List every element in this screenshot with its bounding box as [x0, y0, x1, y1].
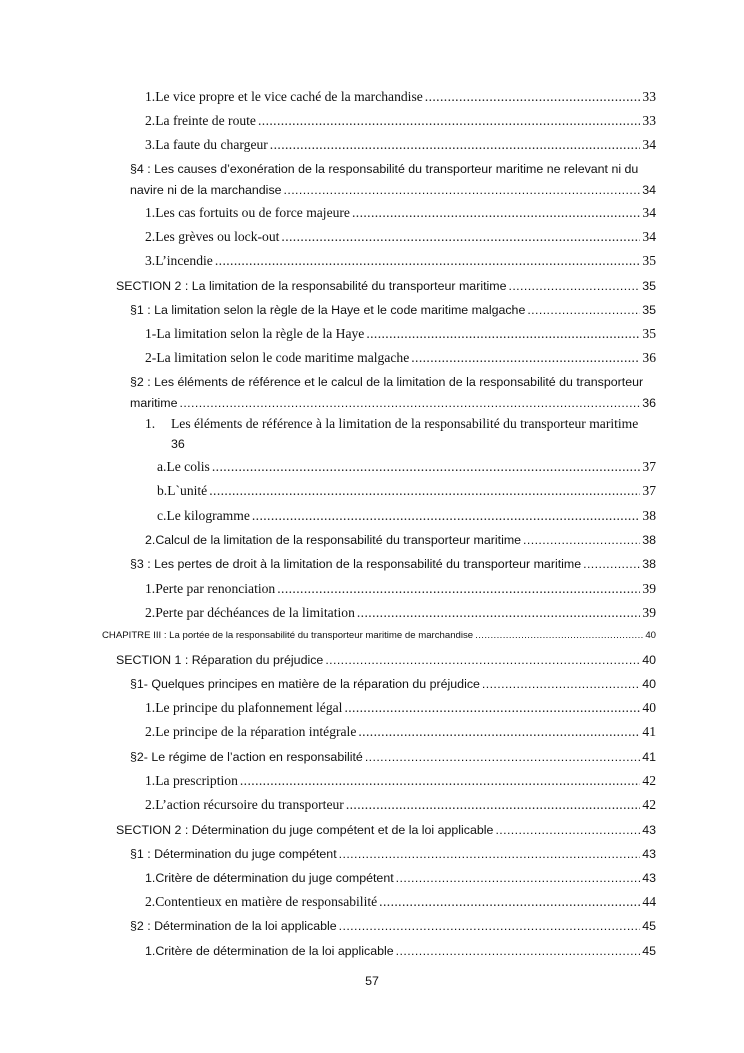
dot-leader: [281, 228, 640, 246]
dot-leader: [240, 772, 641, 790]
toc-entry[interactable]: [145, 88, 656, 106]
toc-entry-page: 43: [642, 871, 656, 885]
toc-entry-page: 36: [171, 437, 185, 451]
toc-entry-page: 45: [642, 919, 656, 933]
toc-entry-number: 2.: [145, 724, 156, 739]
toc-entry-number: 2.: [145, 533, 156, 547]
toc-entry-page: 35: [642, 279, 656, 293]
toc-entry[interactable]: [130, 748, 656, 766]
toc-entry[interactable]: [130, 917, 656, 935]
toc-entry-number: 1-: [145, 326, 157, 341]
toc-entry[interactable]: [145, 942, 656, 960]
dot-leader: [270, 136, 641, 154]
dot-leader: [357, 604, 641, 622]
toc-entry-page: 38: [642, 557, 656, 571]
toc-entry-number: 1.: [145, 944, 156, 958]
toc-entry-title: §1 : La limitation selon la règle de la Haye et le code maritime malgache: [130, 303, 526, 317]
dot-leader: [212, 458, 641, 476]
dot-leader: [352, 204, 640, 222]
toc-entry-page: 36: [642, 396, 656, 410]
toc-entry[interactable]: [157, 507, 656, 525]
dot-leader: [583, 555, 640, 573]
dot-leader: [396, 869, 641, 887]
toc-entry[interactable]: [145, 415, 656, 453]
dot-leader: [365, 748, 640, 766]
toc-entry[interactable]: [130, 301, 656, 319]
toc-entry-title: SECTION 2 : Détermination du juge compétent et de la loi applicable: [116, 823, 494, 837]
dot-leader: [277, 580, 640, 598]
toc-entry-title: Le principe du plafonnement légal: [155, 700, 343, 715]
toc-entry[interactable]: [157, 458, 656, 476]
toc-entry[interactable]: [145, 699, 656, 717]
toc-entry-title: La faute du chargeur: [155, 137, 268, 152]
toc-entry-title: Critère de détermination du juge compétent: [155, 871, 394, 885]
toc-entry-page: 38: [642, 508, 656, 523]
toc-entry[interactable]: [130, 675, 656, 693]
toc-entry-number: 1.: [145, 700, 156, 715]
toc-entry-number: 3.: [145, 137, 156, 152]
toc-entry-number: 2.: [145, 605, 156, 620]
dot-leader: [339, 845, 641, 863]
toc-entry-page: 40: [645, 630, 656, 641]
toc-entry[interactable]: [145, 580, 656, 598]
toc-entry-title: La limitation selon la règle de la Haye: [156, 326, 365, 341]
toc-entry-title: Perte par déchéances de la limitation: [155, 605, 355, 620]
toc-entry-page: 45: [642, 944, 656, 958]
toc-entry-number: b.: [157, 483, 168, 498]
toc-entry-title: Les éléments de référence à la limitation de la responsabilité du transporteur maritime: [171, 416, 639, 431]
toc-entry-title: La limitation selon le code maritime malgache: [156, 350, 410, 365]
dot-leader: [396, 942, 641, 960]
dot-leader: [358, 723, 640, 741]
toc-entry-page: 37: [642, 459, 656, 474]
toc-entry[interactable]: [130, 845, 656, 863]
toc-entry-page: 39: [642, 581, 656, 596]
toc-entry-number: 1.: [145, 773, 156, 788]
toc-entry-title: L’action récursoire du transporteur: [155, 797, 344, 812]
dot-leader: [215, 252, 641, 270]
toc-entry-page: 40: [642, 700, 656, 715]
toc-entry-page: 38: [642, 533, 656, 547]
toc-entry-title: Les grèves ou lock-out: [155, 229, 280, 244]
toc-entry-page: 42: [642, 773, 656, 788]
toc-entry[interactable]: [145, 893, 656, 911]
dot-leader: [339, 917, 641, 935]
dot-leader: [411, 349, 640, 367]
dot-leader: [425, 88, 641, 106]
toc-entry-title: SECTION 1 : Réparation du préjudice: [116, 653, 324, 667]
toc-entry-page: 33: [642, 113, 656, 128]
toc-entry-number: 1.: [145, 871, 156, 885]
toc-entry[interactable]: [145, 252, 656, 270]
toc-entry-title: SECTION 2 : La limitation de la responsabilité du transporteur maritime: [116, 279, 507, 293]
toc-entry-number: 2-: [145, 350, 157, 365]
dot-leader: [180, 394, 641, 412]
toc-entry[interactable]: [116, 651, 656, 669]
toc-entry-page: 33: [642, 89, 656, 104]
toc-entry-number: 2.: [145, 229, 156, 244]
toc-entry-title: Perte par renonciation: [155, 581, 276, 596]
toc-entry-page: 44: [642, 894, 656, 909]
toc-entry[interactable]: [145, 604, 656, 622]
toc-entry-page: 37: [642, 483, 656, 498]
toc-entry[interactable]: [145, 796, 656, 814]
toc-entry-title: Calcul de la limitation de la responsabilité du transporteur maritime: [155, 533, 522, 547]
toc-entry-title: Le vice propre et le vice caché de la marchandise: [155, 89, 423, 104]
toc-entry[interactable]: [145, 228, 656, 246]
toc-entry-page: 34: [642, 183, 656, 197]
toc-entry-title: La prescription: [155, 773, 238, 788]
toc-entry-number: 2.: [145, 797, 156, 812]
toc-entry-title: navire ni de la marchandise: [130, 183, 282, 197]
toc-entry-page: 41: [642, 750, 656, 764]
toc-entry[interactable]: [130, 160, 656, 199]
dot-leader: [346, 796, 641, 814]
toc-entry[interactable]: [145, 869, 656, 887]
toc-entry-page: 34: [642, 229, 656, 244]
toc-entry-title: Le colis: [166, 459, 210, 474]
toc-entry-page: 34: [642, 137, 656, 152]
toc-entry-page: 36: [642, 350, 656, 365]
dot-leader: [379, 893, 640, 911]
toc-entry[interactable]: [130, 555, 656, 573]
toc-entry-title: §3 : Les pertes de droit à la limitation de la responsabilité du transporteur maritime: [130, 557, 582, 571]
toc-entry-title: Critère de détermination de la loi applicable: [155, 944, 394, 958]
dot-leader: [252, 507, 641, 525]
toc-entry-number: 2.: [145, 113, 156, 128]
toc-entry-page: 42: [642, 797, 656, 812]
toc-entry[interactable]: [145, 531, 656, 549]
toc-entry[interactable]: [157, 482, 656, 500]
toc-entry-page: 40: [642, 653, 656, 667]
toc-entry[interactable]: [102, 627, 656, 645]
toc-entry-number: 1.: [145, 416, 156, 431]
toc-entry-page: 43: [642, 847, 656, 861]
toc-entry[interactable]: [145, 723, 656, 741]
toc-entry[interactable]: [130, 373, 656, 412]
toc-entry-page: 35: [642, 326, 656, 341]
toc-entry-number: a.: [157, 459, 167, 474]
dot-leader: [258, 112, 640, 130]
toc-entry-title: §2 : Détermination de la loi applicable: [130, 919, 337, 933]
dot-leader: [209, 482, 640, 500]
toc-entry-number: 3.: [145, 253, 156, 268]
toc-entry[interactable]: [145, 204, 656, 222]
toc-entry-title-line1: §4 : Les causes d’exonération de la responsabilité du transporteur maritime ne relevant ni du: [130, 162, 639, 176]
toc-entry-title-line1: §2 : Les éléments de référence et le calcul de la limitation de la responsabilité du transporteur: [130, 375, 644, 389]
toc-entry[interactable]: [116, 821, 656, 839]
toc-entry-title: maritime: [130, 396, 178, 410]
dot-leader: [508, 277, 640, 295]
toc-entry-title: L`unité: [167, 483, 208, 498]
toc-entry-title: Contentieux en matière de responsabilité: [155, 894, 378, 909]
toc-entry-page: 34: [642, 205, 656, 220]
dot-leader: [475, 627, 643, 645]
toc-entry-title: CHAPITRE III : La portée de la responsabilité du transporteur maritime de marchandise: [102, 630, 474, 641]
toc-entry-number: 1.: [145, 581, 156, 596]
dot-leader: [482, 675, 640, 693]
toc-entry-title: La freinte de route: [155, 113, 256, 128]
toc-entry[interactable]: [145, 112, 656, 130]
dot-leader: [495, 821, 640, 839]
dot-leader: [325, 651, 640, 669]
toc-entry-number: 1.: [145, 205, 156, 220]
toc-entry-title: L’incendie: [155, 253, 213, 268]
toc-entry[interactable]: [116, 277, 656, 295]
toc-entry-page: 40: [642, 677, 656, 691]
toc-entry-number: c.: [157, 508, 167, 523]
toc-entry-page: 39: [642, 605, 656, 620]
toc-entry-number: 1.: [145, 89, 156, 104]
dot-leader: [366, 325, 640, 343]
toc-entry-page: 41: [642, 724, 656, 739]
toc-entry[interactable]: [145, 349, 656, 367]
toc-entry-page: 35: [642, 303, 656, 317]
dot-leader: [284, 181, 641, 199]
toc-entry-title: Le kilogramme: [166, 508, 250, 523]
toc-entry[interactable]: [145, 136, 656, 154]
dot-leader: [344, 699, 640, 717]
toc-entry-page: 35: [642, 253, 656, 268]
toc-entry-title: §2- Le régime de l’action en responsabilité: [130, 750, 363, 764]
dot-leader: [527, 301, 640, 319]
toc-entry-title: Les cas fortuits ou de force majeure: [155, 205, 350, 220]
page-number: 57: [365, 974, 379, 988]
toc-entry-title: §1- Quelques principes en matière de la réparation du préjudice: [130, 677, 480, 691]
toc-entry[interactable]: [145, 772, 656, 790]
toc-entry-title: Le principe de la réparation intégrale: [155, 724, 357, 739]
toc-entry[interactable]: [145, 325, 656, 343]
dot-leader: [523, 531, 640, 549]
toc-entry-number: 2.: [145, 894, 156, 909]
toc-entry-page: 43: [642, 823, 656, 837]
toc-entry-title: §1 : Détermination du juge compétent: [130, 847, 337, 861]
